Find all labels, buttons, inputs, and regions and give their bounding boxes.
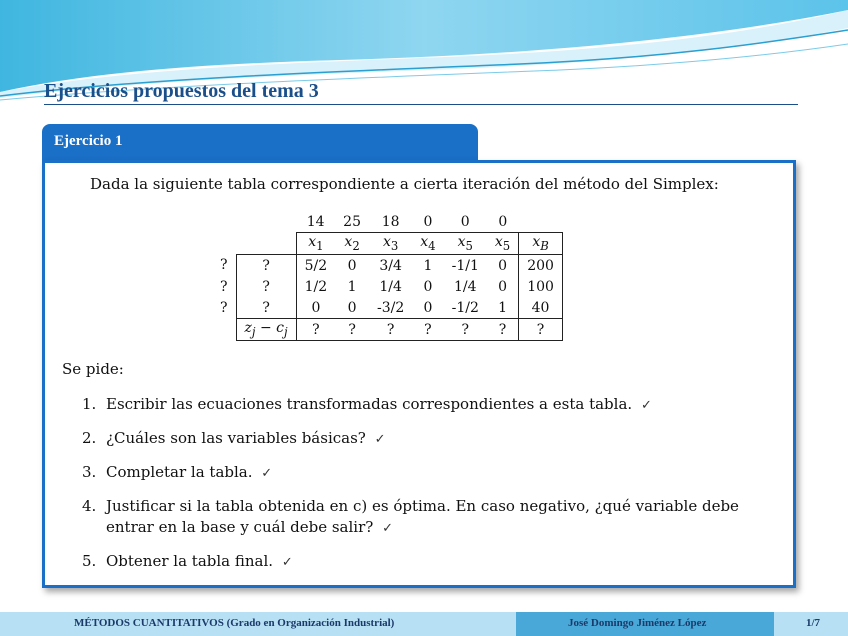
value-cell: 1: [347, 278, 357, 295]
list-item: 1. Escribir las ecuaciones transformadas correspondientes a esta tabla. ✓: [82, 395, 652, 413]
list-item: 2. ¿Cuáles son las variables básicas? ✓: [82, 429, 386, 447]
table-row: [212, 297, 562, 319]
xb-cell: 100: [519, 276, 563, 297]
basic-cost-cell: ?: [220, 299, 228, 316]
header-cell: $x_5$: [444, 233, 487, 255]
value-cell: -1/1: [451, 257, 479, 274]
basic-cost-cell: ?: [220, 278, 228, 295]
list-item: 4. Justificar si la tabla obtenida en c) es óptima. En caso negativo, ¿qué variable debe entrar en la base y cuál debe salir? ✓: [82, 497, 739, 536]
value-cell: 1: [423, 257, 433, 274]
value-cell: 0: [311, 299, 321, 316]
basic-var-cell: ?: [236, 297, 296, 319]
footer-author: José Domingo Jiménez López: [568, 617, 707, 629]
check-icon: ✓: [640, 398, 652, 413]
zj-cj-cell: ?: [519, 319, 563, 341]
check-icon: ✓: [261, 466, 273, 481]
header-row: [212, 233, 562, 255]
cost-cell: 0: [460, 213, 470, 230]
value-cell: 0: [498, 257, 507, 274]
task-text: Completar la tabla.: [106, 463, 253, 481]
table-row: [212, 276, 562, 297]
cost-cell: 25: [343, 213, 361, 230]
zj-cj-cell: ?: [369, 319, 412, 341]
exercise-box-header: [42, 124, 478, 160]
value-cell: 0: [347, 299, 357, 316]
footer-course: MÉTODOS CUANTITATIVOS (Grado en Organización Industrial): [74, 617, 395, 629]
header-cell: $x_3$: [369, 233, 412, 255]
value-cell: 0: [423, 278, 433, 295]
zj-cj-label: $z_j - c_j$: [236, 319, 296, 341]
zj-cj-cell: ?: [335, 319, 369, 341]
check-icon: ✓: [281, 555, 293, 570]
value-cell: 1/2: [304, 278, 328, 295]
slide-title: Ejercicios propuestos del tema 3: [44, 80, 319, 102]
zj-cj-cell: ?: [487, 319, 519, 341]
value-cell: 1/4: [453, 278, 477, 295]
task-text: Escribir las ecuaciones transformadas correspondientes a esta tabla.: [106, 395, 633, 413]
cost-cell: 0: [498, 213, 508, 230]
value-cell: 0: [347, 257, 357, 274]
basic-var-cell: ?: [236, 255, 296, 277]
cost-cell: 0: [423, 213, 433, 230]
task-text: Justificar si la tabla obtenida en c) es óptima. En caso negativo, ¿qué variable debe entrar en la base y cuál debe salir?: [106, 497, 739, 536]
exercise-intro: Dada la siguiente tabla correspondiente a cierta iteración del método del Simplex:: [90, 175, 719, 193]
basic-var-cell: ?: [236, 276, 296, 297]
value-cell: -1/2: [451, 299, 479, 316]
check-icon: ✓: [382, 521, 393, 536]
cost-cell: 14: [306, 213, 325, 230]
title-divider: [44, 104, 798, 105]
value-cell: 0: [498, 278, 507, 295]
xb-cell: 40: [519, 297, 563, 319]
cost-cell: 18: [381, 213, 400, 230]
exercise-title: Ejercicio 1: [54, 133, 123, 149]
list-item: 5. Obtener la tabla final. ✓: [82, 552, 293, 570]
header-cell-xb: $x_B$: [519, 233, 563, 255]
zj-cj-row: [212, 319, 562, 341]
value-cell: 0: [423, 299, 433, 316]
zj-cj-cell: ?: [296, 319, 335, 341]
task-text: Obtener la tabla final.: [106, 552, 274, 570]
section-label: Se pide:: [62, 360, 124, 378]
value-cell: 1/4: [379, 278, 402, 295]
value-cell: 3/4: [379, 257, 402, 274]
header-cell: $x_4$: [412, 233, 443, 255]
task-text: ¿Cuáles son las variables básicas?: [106, 429, 366, 447]
check-icon: ✓: [374, 432, 386, 447]
cost-row: [212, 211, 562, 233]
value-cell: -3/2: [377, 299, 405, 316]
zj-cj-cell: ?: [412, 319, 443, 341]
simplex-table: [212, 211, 563, 341]
list-item: 3. Completar la tabla. ✓: [82, 463, 273, 481]
task-list: [78, 394, 790, 585]
value-cell: 5/2: [304, 257, 328, 274]
basic-cost-cell: ?: [220, 257, 228, 274]
table-row: [212, 255, 562, 277]
header-cell: $x_2$: [335, 233, 369, 255]
header-cell: $x_5$: [487, 233, 519, 255]
footer-page-number: 1/7: [806, 617, 821, 629]
xb-cell: 200: [519, 255, 563, 277]
value-cell: 1: [498, 299, 507, 316]
zj-cj-cell: ?: [444, 319, 487, 341]
header-cell: $x_1$: [296, 233, 335, 255]
